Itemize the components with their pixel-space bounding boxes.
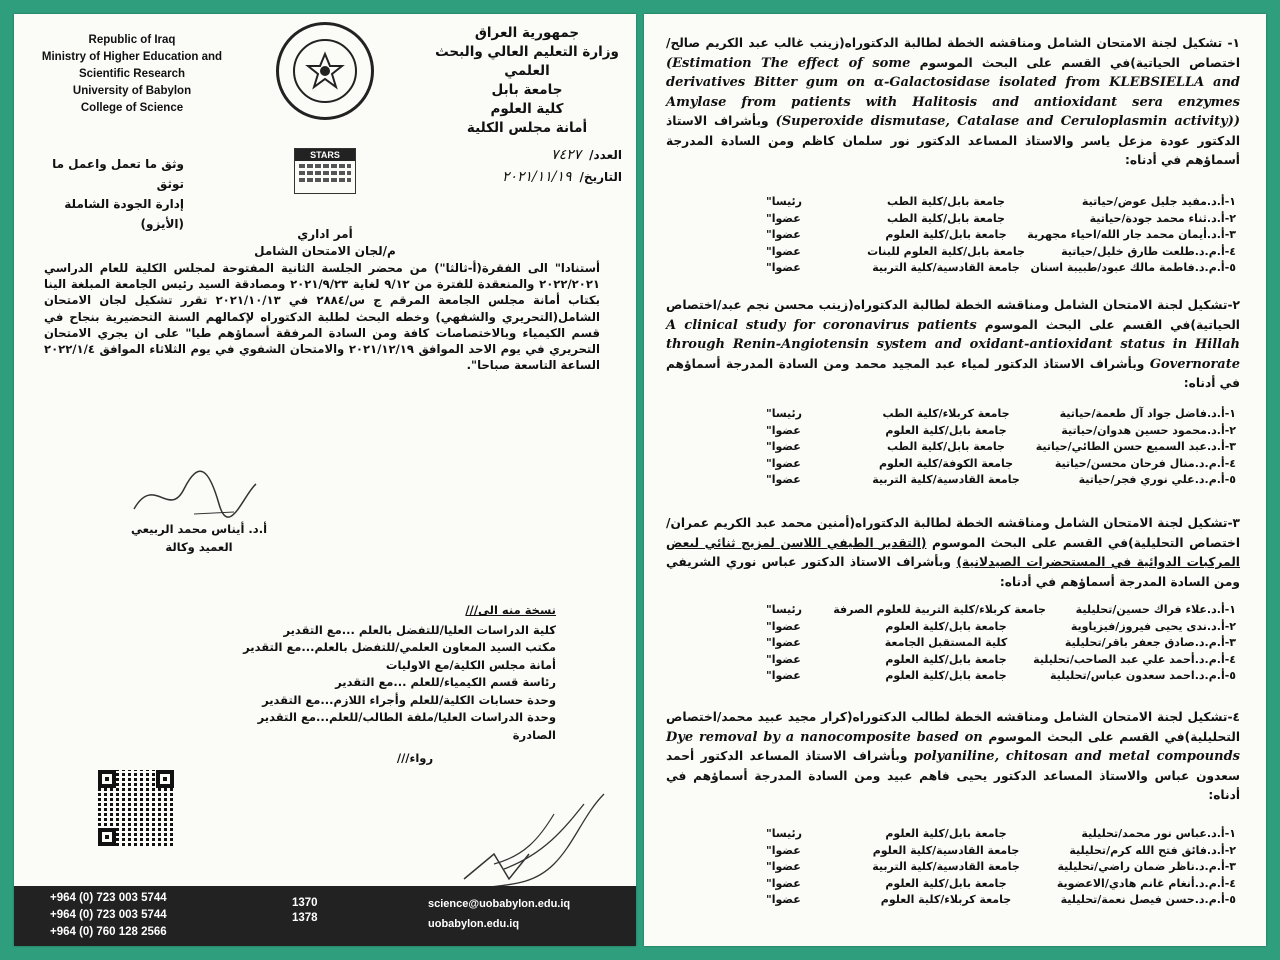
committees-page [644, 14, 1266, 946]
signer-name: أ.د. أيناس محمد الربيعي [130, 522, 268, 536]
admin-order-page [14, 14, 636, 946]
member-row: ١-أ.د.فاضل جواد آل طعمة/حياتية جامعة كربلاء/كلية الطب رئيسا" [766, 407, 1236, 420]
typist-initials: رواء/// [396, 751, 434, 765]
copies-item: أمانة مجلس الكلية/مع الاوليات [385, 657, 556, 672]
member-row: ٣-أ.م.د.صادق جعفر باقر/تحليلية كلية المستقبل الجامعة عضوا" [766, 636, 1236, 649]
member-row: ٢-أ.د.فائق فتح الله كرم/تحليلية جامعة القادسية/كلية العلوم عضوا" [766, 843, 1236, 857]
date-value: ٢٠٢١/١١/١٩ [501, 169, 572, 185]
committee-members-3 [684, 602, 1236, 685]
copies-item: رئاسة قسم الكيمياء/للعلم ...مع التقدير [335, 675, 556, 689]
member-row: ٥-أ.م.د.علي نوري فجر/حياتية جامعة القادسية/كلية التربية عضوا" [766, 473, 1236, 486]
thesis-title-ar: (التقدير الطيفي اللاسن لمزيج ثنائي لبعض المركبات الدوائية في المستحضرات الصيدلانية) [666, 535, 1240, 569]
member-row: ٤-أ.م.د.أنغام غانم هادي/الاعضوية جامعة بابل/كلية العلوم عضوا" [766, 876, 1236, 890]
thesis-title-en: Dye removal by a nanocomposite based on polyaniline, chitosan and metal compounds [666, 729, 1240, 764]
member-row: ٥-أ.م.د.حسن فيصل نعمة/تحليلية جامعة كربلاء/كلية العلوم عضوا" [766, 893, 1236, 906]
member-row: ٥-أ.م.د.احمد سعدون عباس/تحليلية جامعة بابل/كلية العلوم عضوا" [766, 669, 1236, 682]
member-row: ٤-أ.م.د.طلعت طارق خليل/حياتية جامعة بابل/كلية العلوم للبنات عضوا" [766, 244, 1236, 258]
copies-item: مكتب السيد المعاون العلمي/للتفضل بالعلم...مع التقدير [243, 640, 556, 654]
order-body-text: أستنادا" الى الفقرة(أ-ثالثا") من محضر الجلسة الثانية المفتوحة لمجلس الكلية للعام الدراسي ٢٠٢٢/٢٠٢١ والمنعقدة للفترة من ٩/١٢ لغاية ٢٠٢١/٩/٢٣ ومصادقة السيد رئيس الجامعة المبلغة الينا بكتاب أمانة مجلس الجامعة المرقم ج س/٢٨٨٤ في ٢٠٢١/١٠/١٣ تقرر تشكيل لجان الامتحان الشامل(التحريري والشفهي) وخطه البحث لطلبة الدكتوراه لإكمالهم السنة التحضيرية بنجاح في قسم الكيمياء وبالاختصاصات كافة ومن السادة المرفقة أسماؤهم طيا" على ان يجري الامتحان التحريري في يوم الاحد الموافق ٢٠٢١/١٢/١٩ والامتحان الشفوي في يوم الثلاثاء الموافق ٢٠٢٢/١/٤ الساعة التاسعة صباحا". [44, 261, 600, 373]
copies-item: وحدة حسابات الكلية/للعلم وأجراء اللازم...مع التقدير [262, 692, 556, 707]
committee-section-3: ٣-تشكيل لجنة الامتحان الشامل ومناقشه الخطة لطالبة الدكتوراه(أمنين محمد عبد الكريم عمران/اختصاص التحليلية)في القسم على البحث الموسوم (التقدير الطيفي اللاسن لمزيج ثنائي لبعض المركبات الدوائية في المستحضرات الصيدلانية) وبأشراف الاستاذ الدكتور عباس نوري الشريفي ومن السادة المدرجة أسماؤهم في أدناه: [666, 516, 1241, 589]
quality-motto: وثق ما تعمل واعمل ما توثق إدارة الجودة الشاملة (الأيزو) [52, 157, 184, 231]
member-row: ٤-أ.م.د.أحمد علي عبد الصاحب/تحليلية جامعة بابل/كلية العلوم عضوا" [766, 652, 1236, 666]
order-heading [14, 226, 636, 260]
footer-pobox: 1370 1378 [292, 897, 318, 924]
footer-emails: science@uobabylon.edu.iq uobabylon.edu.iq [428, 898, 571, 930]
ref-number-value: ٧٤٢٧ [551, 147, 582, 163]
committee-members-4 [684, 826, 1236, 909]
signature-image [124, 464, 264, 524]
member-row: ٤-أ.م.د.منال فرحان محسن/حياتية جامعة الكوفة/كلية العلوم عضوا" [766, 456, 1236, 470]
committee-section-2: ٢-تشكيل لجنة الامتحان الشامل ومناقشه الخطة لطالبة الدكتوراه(زينب محسن نجم عبد/اختصاص الحياتية)في القسم على البحث الموسوم A clinical study for coronavirus patients through Renin-Angiotensin system and oxidant-antioxidant status in Hillah Governorate وبأشراف الاستاذ الدكتور لمياء عبد المجيد محمد ومن السادة المدرجة أسماؤهم في أدناه: [666, 298, 1240, 390]
member-row: ٢-أ.د.ثناء محمد جودة/حياتية جامعة بابل/كلية الطب عضوا" [766, 211, 1236, 225]
footer-phones: +964 (0) 723 003 5744 +964 (0) 723 003 5744 +964 (0) 760 128 2566 [50, 892, 167, 938]
signer-title: العميد وكالة [165, 540, 233, 554]
member-row: ٣-أ.د.أيمان محمد جار الله/احياء مجهرية جامعة بابل/كلية العلوم عضوا" [766, 228, 1236, 241]
thesis-title-en: A clinical study for coronavirus patients through Renin-Angiotensin system and oxidant-antioxidant status in Hillah Governorate [666, 317, 1240, 372]
copies-item: وحدة الدراسات العليا/ملفة الطالب/للعلم...مع التقدير [257, 710, 556, 724]
member-row: ٣-أ.م.د.ناظر ضمان راضي/تحليلية جامعة القادسية/كلية التربية عضوا" [766, 860, 1236, 873]
university-seal-icon [276, 22, 374, 120]
member-row: ٣-أ.د.عبد السميع حسن الطائي/حياتية جامعة بابل/كلية الطب عضوا" [766, 440, 1236, 453]
order-title: أمر اداري [297, 227, 353, 241]
thesis-title-en: (Estimation The effect of some derivatives Bitter gum on α-Galactosidase isolated from KLEBSIELLA and Amylase from patients with Halitosis and antioxidant sera enzymes (Superoxide dismutase, Catalase and Ceruloplasmin activity)) [666, 55, 1241, 129]
copies-item: الصادرة [512, 727, 556, 742]
copies-list [214, 602, 556, 768]
committee-section-1: ١- تشكيل لجنة الامتحان الشامل ومناقشه الخطة لطالبة الدكتوراه(زينب غالب عبد الكريم صالح/اختصاص الحياتية)في القسم على البحث الموسوم (Estimation The effect of some derivatives Bitter gum on α-Galactosidase isolated from KLEBSIELLA and Amylase from patients with Halitosis and antioxidant sera enzymes (Superoxide dismutase, Catalase and Ceruloplasmin activity)) وبأشراف الاستاذ الدكتور عودة مزعل ياسر والاستاذ المساعد الدكتور نور سلمان كاظم ومن السادة المدرجة أسماؤهم في أدناه: [666, 36, 1241, 167]
letterhead-english: Republic of Iraq Ministry of Higher Education and Scientific Research University of Babylon College of Science [41, 34, 223, 114]
copies-item: كلية الدراسات العليا/للتفضل بالعلم ...مع التقدير [283, 622, 556, 637]
stars-rating-logo: STARS [294, 148, 356, 194]
member-row: ١-أ.د.عباس نور محمد/تحليلية جامعة بابل/كلية العلوم رئيسا" [766, 827, 1236, 840]
committee-members-2 [684, 406, 1236, 489]
letterhead-footer [14, 886, 636, 946]
member-row: ٥-أ.م.د.فاطمة مالك عبود/طبيبة اسنان جامعة القادسية/كلية التربية عضوا" [766, 261, 1236, 274]
ref-number-label: العدد/ [589, 148, 622, 162]
member-row: ١-أ.د.مفيد جليل عوض/حياتية جامعة بابل/كلية الطب رئيسا" [766, 195, 1236, 208]
member-row: ٢-أ.د.محمود حسين هدوان/حياتية جامعة بابل/كلية العلوم عضوا" [766, 423, 1236, 437]
copies-title: نسخة منه الى/// [465, 603, 556, 617]
letterhead-arabic: جمهورية العراق وزارة التعليم العالي والبحث العلمي جامعة بابل كلية العلوم أمانة مجلس الكلية [435, 25, 619, 136]
signer-block [114, 520, 284, 556]
reference-block [422, 144, 622, 188]
order-subject: م/لجان الامتحان الشامل [254, 244, 396, 258]
qr-code-icon [98, 770, 174, 846]
committee-members-1 [684, 194, 1236, 277]
member-row: ٢-أ.د.ندى يحيى فيروز/فيزياوية جامعة بابل/كلية العلوم عضوا" [766, 619, 1236, 633]
date-label: التاريخ/ [579, 170, 622, 184]
committee-section-4: ٤-تشكيل لجنة الامتحان الشامل ومناقشه الخطة لطالب الدكتوراه(كرار مجيد عبيد محمد/اختصاص التحليلية)في القسم على البحث الموسوم Dye removal by a nanocomposite based on polyaniline, chitosan and metal compounds وبأشراف الاستاذ المساعد الدكتور أحمد سعدون عباس والاستاذ المساعد الدكتور يحيى فاهم عبيد ومن السادة المدرجة أسماؤهم في أدناه: [666, 710, 1241, 802]
member-row: ١-أ.د.علاء فراك حسين/تحليلية جامعة كربلاء/كلية التربية للعلوم الصرفة رئيسا" [766, 603, 1236, 616]
